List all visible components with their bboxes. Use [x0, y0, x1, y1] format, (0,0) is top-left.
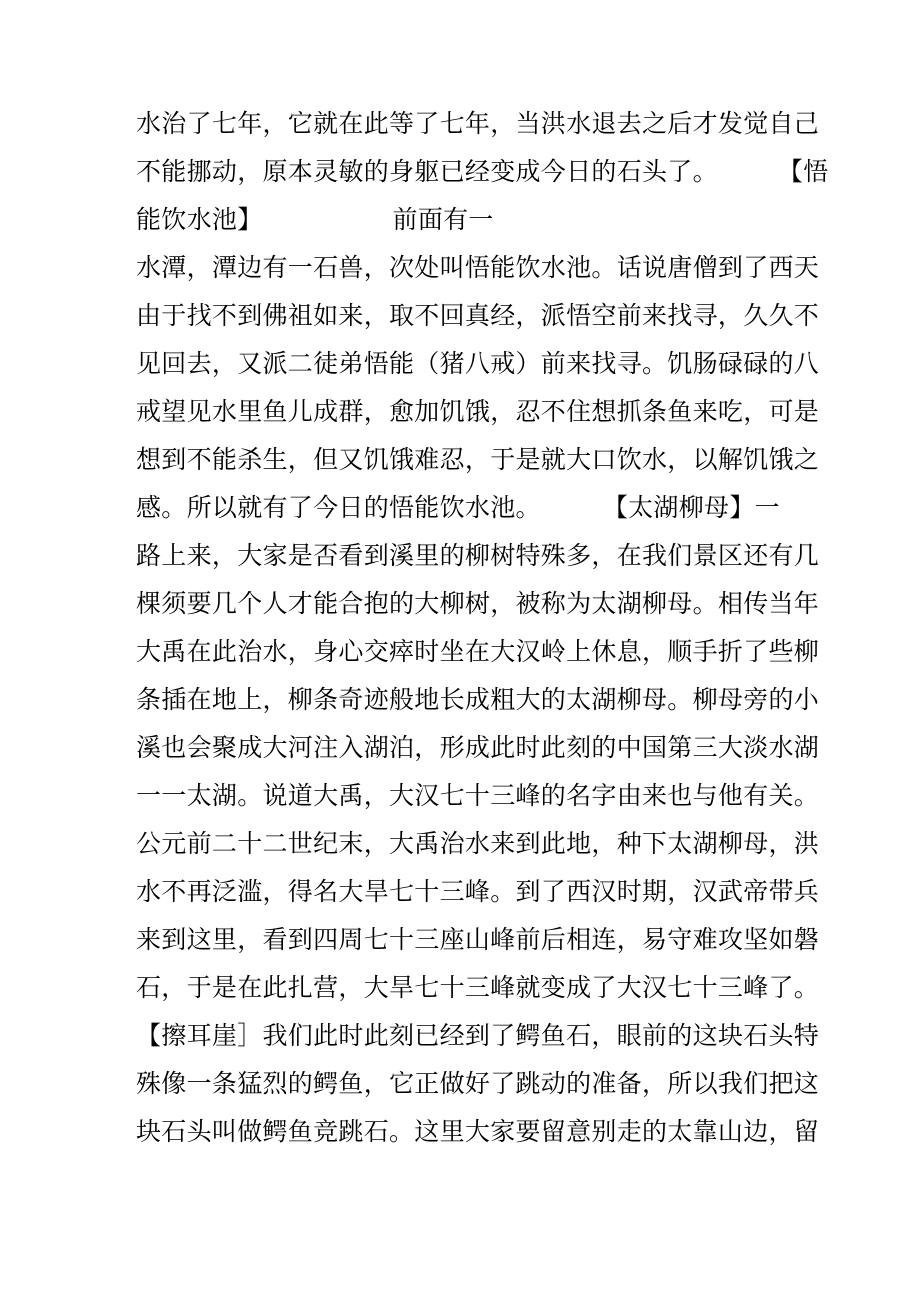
text-line-3 [136, 196, 796, 244]
text-line-19: 石，于是在此扎营，大旱七十三峰就变成了大汉七十三峰了。 [136, 973, 820, 1002]
heading-wuneng-part1: 【悟 [777, 157, 829, 186]
text-line-21: 殊像一条猛烈的鳄鱼，它正做好了跳动的准备，所以我们把这 [136, 1069, 820, 1098]
text-line-17: 水不再泛滥，得名大旱七十三峰。到了西汉时期，汉武帝带兵 [136, 877, 820, 906]
heading-taihu-liumu: 【太湖柳母】一 [602, 493, 780, 522]
text-line-13: 条插在地上，柳条奇迹般地长成粗大的太湖柳母。柳母旁的小 [136, 685, 820, 714]
text-line-10: 路上来，大家是否看到溪里的柳树特殊多，在我们景区还有几 [136, 541, 820, 570]
text-line-1: 水治了七年，它就在此等了七年，当洪水退去之后才发觉自己 [136, 109, 820, 138]
text-line-2-main: 不能挪动，原本灵敏的身躯已经变成今日的石头了。 [136, 157, 718, 186]
text-line-9 [136, 484, 796, 532]
text-line-9-main: 感。所以就有了今日的悟能饮水池。 [136, 493, 541, 522]
text-line-16: 公元前二十二世纪末，大禹治水来到此地，种下太湖柳母，洪 [136, 829, 820, 858]
text-line-5: 由于找不到佛祖如来，取不回真经，派悟空前来找寻，久久不 [136, 301, 820, 330]
text-line-8: 想到不能杀生，但又饥饿难忍，于是就大口饮水，以解饥饿之 [136, 445, 820, 474]
text-line-3-tail: 前面有一 [392, 205, 494, 234]
text-line-7: 戒望见水里鱼儿成群，愈加饥饿，忍不住想抓条鱼来吃，可是 [136, 397, 820, 426]
text-line-20: 【擦耳崖］我们此时此刻已经到了鳄鱼石，眼前的这块石头特 [136, 1021, 820, 1050]
text-line-18: 来到这里，看到四周七十三座山峰前后相连，易守难攻坚如磐 [136, 925, 820, 954]
text-line-4: 水潭，潭边有一石兽，次处叫悟能饮水池。话说唐僧到了西天 [136, 253, 820, 282]
body-text [136, 100, 829, 1156]
text-line-11: 棵须要几个人才能合抱的大柳树，被称为太湖柳母。相传当年 [136, 589, 820, 618]
heading-wuneng-part2: 能饮水池】 [136, 205, 263, 234]
text-line-14: 溪也会聚成大河注入湖泊，形成此时此刻的中国第三大淡水湖 [136, 733, 820, 762]
text-line-15: 一一太湖。说道大禹，大汉七十三峰的名字由来也与他有关。 [136, 781, 820, 810]
text-line-12: 大禹在此治水，身心交瘁时坐在大汉岭上休息，顺手折了些柳 [136, 637, 820, 666]
text-line-6: 见回去，又派二徒弟悟能（猪八戒）前来找寻。饥肠碌碌的八 [136, 349, 820, 378]
text-line-2 [136, 148, 829, 196]
text-line-22: 块石头叫做鳄鱼竞跳石。这里大家要留意别走的太靠山边，留 [136, 1117, 820, 1146]
